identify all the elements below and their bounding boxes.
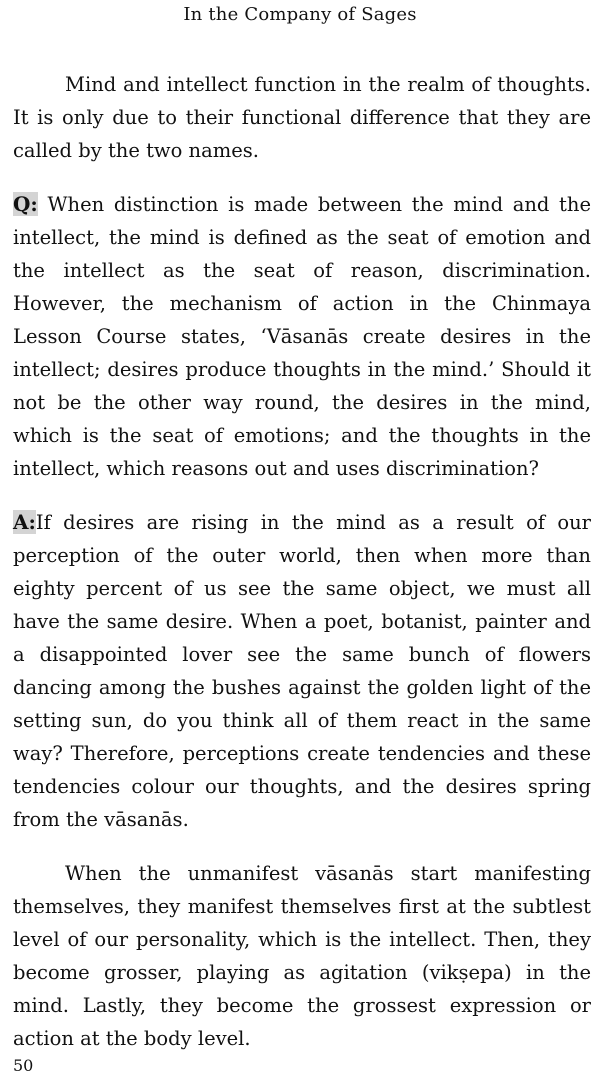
paragraph-gap: [13, 167, 591, 188]
answer-text: If desires are rising in the mind as a result of our perception of the outer world, then when more than eighty percent of us see the same object, we must all have the same desire. When a poet, botanist, painter and a disappointed lover see the same bunch of flowers dancing among the bushes against the golden light of the setting sun, do you think all of them react in the same way? Therefore, perceptions create tendencies and these tendencies colour our thoughts, and the desires spring from the vāsanās.: [13, 511, 591, 831]
answer-paragraph: [13, 506, 591, 836]
running-header: In the Company of Sages: [183, 4, 417, 25]
question-paragraph: [13, 188, 591, 485]
answer-label: A:: [13, 510, 36, 534]
page-body: [13, 68, 591, 1055]
page-number: 50: [13, 1056, 34, 1075]
paragraph-vasanas: When the unmanifest vāsanās start manifesting themselves, they manifest themselves first at the subtlest level of our personality, which is the intellect. Then, they become grosser, playing as agitation (vikṣepa) in the mind. Lastly, they become the grossest expression or action at the body level.: [13, 862, 591, 1050]
paragraph-mind-intellect: Mind and intellect function in the realm of thoughts. It is only due to their functional difference that they are called by the two names.: [13, 73, 591, 162]
paragraph-gap: [13, 836, 591, 857]
paragraph-gap: [13, 485, 591, 506]
question-label: Q:: [13, 192, 38, 216]
question-text: When distinction is made between the mind and the intellect, the mind is defined as the seat of emotion and the intellect as the seat of reason, discrimination. However, the mechanism of action in the Chinmaya Lesson Course states, ‘Vāsanās create desires in the intellect; desires produce thoughts in the mind.’ Should it not be the other way round, the desires in the mind, which is the seat of emotions; and the thoughts in the intellect, which reasons out and uses discrimination?: [13, 193, 591, 480]
